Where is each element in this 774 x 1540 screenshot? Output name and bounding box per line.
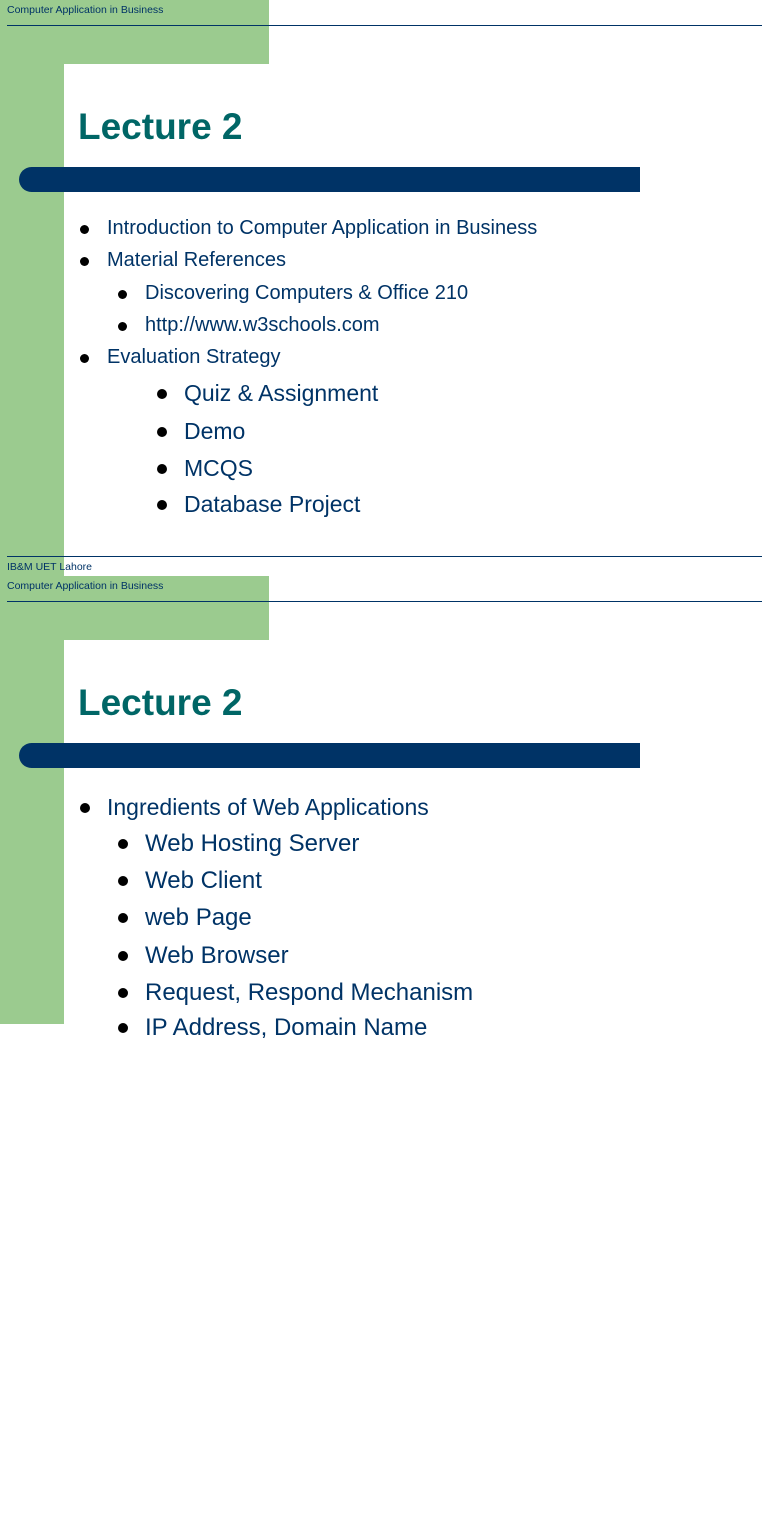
- bullet-dot-icon: [118, 951, 128, 961]
- slide-title: Lecture 2: [78, 106, 243, 147]
- bullet-dot-icon: [118, 290, 127, 299]
- bullet-dot-icon: [157, 427, 167, 437]
- slide-header-text: Computer Application in Business: [7, 4, 164, 16]
- list-item: [107, 794, 429, 821]
- green-side-band: [0, 0, 64, 576]
- list-item: [145, 282, 468, 305]
- bullet-text: web Page: [145, 904, 252, 931]
- bullet-dot-icon: [118, 322, 127, 331]
- slide-2: [0, 576, 768, 1041]
- bullet-dot-icon: [157, 464, 167, 474]
- bullet-text: Web Hosting Server: [145, 830, 360, 857]
- bullet-text: Request, Respond Mechanism: [145, 979, 474, 1006]
- bullet-dot-icon: [80, 257, 89, 266]
- bullet-dot-icon: [80, 354, 89, 363]
- header-divider: [7, 25, 762, 26]
- list-item: [184, 491, 360, 518]
- list-item: [145, 314, 380, 337]
- slide-header-text: Computer Application in Business: [7, 580, 164, 592]
- bullet-text: Database Project: [184, 491, 361, 517]
- bullet-text: Introduction to Computer Application in Business: [107, 217, 538, 239]
- bullet-dot-icon: [118, 876, 128, 886]
- list-item: [145, 867, 262, 895]
- bullet-dot-icon: [118, 988, 128, 998]
- list-item: [145, 979, 473, 1007]
- bullet-dot-icon: [80, 225, 89, 234]
- list-item: [107, 249, 286, 272]
- bullet-dot-icon: [118, 1023, 128, 1033]
- bullet-text: Web Client: [145, 867, 262, 894]
- list-item: [145, 1014, 427, 1042]
- bullet-dot-icon: [80, 803, 90, 813]
- list-item: [107, 217, 537, 240]
- bullet-text: Demo: [184, 418, 246, 444]
- slide-title: Lecture 2: [78, 682, 243, 723]
- list-item: [184, 455, 253, 482]
- list-item: [184, 380, 378, 407]
- bullet-text: Discovering Computers & Office 210: [145, 282, 469, 304]
- bullet-text: Ingredients of Web Applications: [107, 794, 429, 820]
- list-item: [145, 942, 289, 970]
- slide-1: [0, 0, 768, 576]
- green-side-band: [0, 576, 64, 1024]
- bullet-dot-icon: [157, 389, 167, 399]
- bullet-text: IP Address, Domain Name: [145, 1014, 428, 1041]
- bullet-dot-icon: [157, 500, 167, 510]
- bullet-text: Quiz & Assignment: [184, 380, 379, 406]
- footer-divider: [7, 556, 762, 557]
- bullet-dot-icon: [118, 839, 128, 849]
- bullet-dot-icon: [118, 913, 128, 923]
- slide-footer-text: IB&M UET Lahore: [7, 561, 93, 573]
- list-item: [145, 830, 359, 858]
- content-panel: [64, 640, 774, 1540]
- title-bar: [19, 743, 640, 768]
- bullet-text: Evaluation Strategy: [107, 346, 281, 368]
- list-item: [184, 418, 245, 445]
- bullet-text: Material References: [107, 249, 286, 271]
- list-item: [107, 346, 280, 369]
- header-divider: [7, 601, 762, 602]
- bullet-text: MCQS: [184, 455, 253, 481]
- bullet-text: Web Browser: [145, 942, 289, 969]
- bullet-text: http://www.w3schools.com: [145, 314, 380, 336]
- title-bar: [19, 167, 640, 192]
- list-item: [145, 904, 252, 932]
